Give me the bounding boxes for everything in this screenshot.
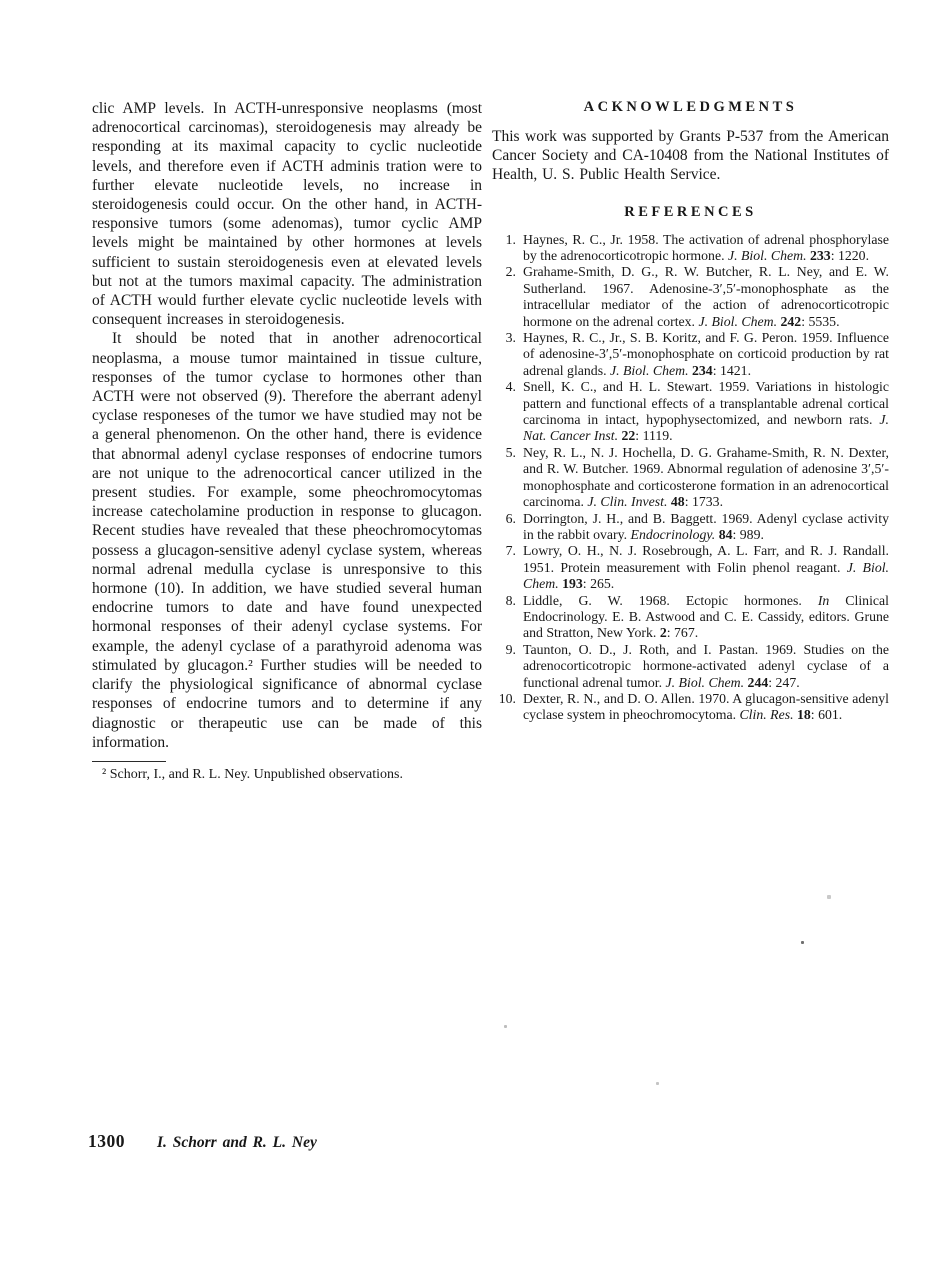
reference-number: 3.: [505, 330, 516, 346]
body-paragraph-2: It should be noted that in another adrenocortical neoplasma, a mouse tumor maintained in tissue culture, responses of the tumor cyclase to hormones other than ACTH were not observed (9). Therefore the aberrant adenyl cyclase responeses of the tumor we have studied may not be a general phenomenon. On the other hand, there is evidence that abnormal adenyl cyclase responses of endocrine tumors are not unique to the adrenocortical cancer utilized in the present studies. For example, some pheochromocytomas increase catecholamine production in response to glucagon. Recent studies have revealed that these pheochromocytomas possess a glucagon-sensitive adenyl cyclase system, whereas normal adrenal medulla cyclase is unresponsive to this hormone (10). In addition, we have studied several human endocrine tumors to date and have found unexpected hormonal responses of their adenyl cyclase systems. For example, the adenyl cyclase of a parathyroid adenoma was stimulated by glucagon.² Further studies will be needed to clarify the physiological significance of abnormal cyclase responses of endocrine tumors and to determine if any diagnostic or therapeutic use can be made of this information.: [92, 330, 482, 751]
footnote-block: [92, 761, 482, 783]
reference-text: Snell, K. C., and H. L. Stewart. 1959. Variations in histologic pattern and functional effects of a transplantable adrenal cortical carcinoma in intact, hypophysectomized, and newborn rats. J. Nat. Cancer Inst. 22: 1119.: [523, 379, 889, 444]
reference-item: [492, 593, 889, 642]
reference-item: [492, 232, 889, 265]
scan-speck: [801, 941, 804, 944]
page-footer: [88, 1131, 317, 1152]
reference-item: [492, 264, 889, 330]
scan-speck: [827, 895, 831, 899]
reference-item: [492, 511, 889, 544]
reference-item: [492, 642, 889, 691]
footnote-text: ² Schorr, I., and R. L. Ney. Unpublished observations.: [102, 766, 403, 782]
reference-text: Dexter, R. N., and D. O. Allen. 1970. A glucagon-sensitive adenyl cyclase system in pheochromocytoma. Clin. Res. 18: 601.: [523, 690, 889, 723]
reference-number: 1.: [505, 231, 516, 247]
scan-speck: [504, 1025, 507, 1028]
reference-item: [492, 691, 889, 724]
reference-number: 4.: [505, 379, 516, 395]
acknowledgments-paragraph: This work was supported by Grants P-537 from the American Cancer Society and CA-10408 from the National Institutes of Health, U. S. Public Health Service.: [492, 128, 889, 184]
page-number: 1300: [88, 1131, 125, 1151]
running-authors: I. Schorr and R. L. Ney: [157, 1134, 317, 1151]
scan-speck: [656, 1082, 659, 1085]
reference-item: [492, 543, 889, 592]
body-paragraph-1: clic AMP levels. In ACTH-unresponsive neoplasms (most adrenocortical carcinomas), steroidogenesis may already be responding at its maximal capacity to cyclic nucleotide levels, and therefore even if ACTH adminis tration were to further elevate nucleotide levels, no increase in steroidogenesis could occur. On the other hand, in ACTH-responsive tumors (some adenomas), tumor cyclic AMP levels might be maintained by other hormones at levels sufficient to sustain steroidogenesis even at elevated levels but not at the tumors maximal capacity. The administration of ACTH would further elevate cyclic nucleotide levels with consequent increases in steroidogenesis.: [92, 100, 482, 329]
reference-item: [492, 379, 889, 445]
reference-number: 5.: [505, 444, 516, 460]
reference-item: [492, 445, 889, 511]
reference-text: Grahame-Smith, D. G., R. W. Butcher, R. L. Ney, and E. W. Sutherland. 1967. Adenosine-3′,5′-monophosphate as the intracellular mediator of the action of adrenocorticotropic hormone on the adrenal cortex. J. Biol. Chem. 242: 5535.: [523, 264, 889, 329]
footnote-rule: [92, 761, 166, 762]
reference-text: Lowry, O. H., N. J. Rosebrough, A. L. Farr, and R. J. Randall. 1951. Protein measurement with Folin phenol reagant. J. Biol. Chem. 193: 265.: [523, 543, 890, 592]
reference-number: 2.: [505, 264, 516, 280]
reference-text: Haynes, R. C., Jr. 1958. The activation of adrenal phosphorylase by the adrenocorticotropic hormone. J. Biol. Chem. 233: 1220.: [523, 231, 889, 264]
reference-number: 8.: [505, 592, 516, 608]
reference-number: 7.: [505, 543, 516, 559]
references-list: [492, 232, 889, 724]
right-column: [492, 99, 889, 724]
reference-text: Dorrington, J. H., and B. Baggett. 1969. Adenyl cyclase activity in the rabbit ovary. Endocrinology. 84: 989.: [523, 510, 889, 542]
reference-text: Taunton, O. D., J. Roth, and I. Pastan. 1969. Studies on the adrenocorticotropic hormone-activated adenyl cyclase of a functional adrenal tumor. J. Biol. Chem. 244: 247.: [523, 641, 889, 690]
reference-text: Haynes, R. C., Jr., S. B. Koritz, and F. G. Peron. 1959. Influence of adenosine-3′,5′-monophosphate on corticoid production by rat adrenal glands. J. Biol. Chem. 234: 1421.: [523, 330, 889, 378]
left-column: [92, 99, 482, 783]
reference-text: Liddle, G. W. 1968. Ectopic hormones. In Clinical Endocrinology. E. B. Astwood and C. E. Cassidy, editors. Grune and Stratton, New York. 2: 767.: [523, 592, 889, 641]
references-heading: REFERENCES: [624, 203, 757, 220]
reference-number: 9.: [505, 641, 516, 657]
acknowledgments-heading: ACKNOWLEDGMENTS: [583, 99, 798, 115]
reference-number: 6.: [505, 510, 516, 526]
reference-text: Ney, R. L., N. J. Hochella, D. G. Grahame-Smith, R. N. Dexter, and R. W. Butcher. 1969. Abnormal regulation of adenosine 3′,5′-monophosphate and corticosterone formation in an adrenocortical carcinoma. J. Clin. Invest. 48: 1733.: [523, 444, 889, 510]
reference-number: 10.: [498, 690, 516, 706]
reference-item: [492, 330, 889, 379]
